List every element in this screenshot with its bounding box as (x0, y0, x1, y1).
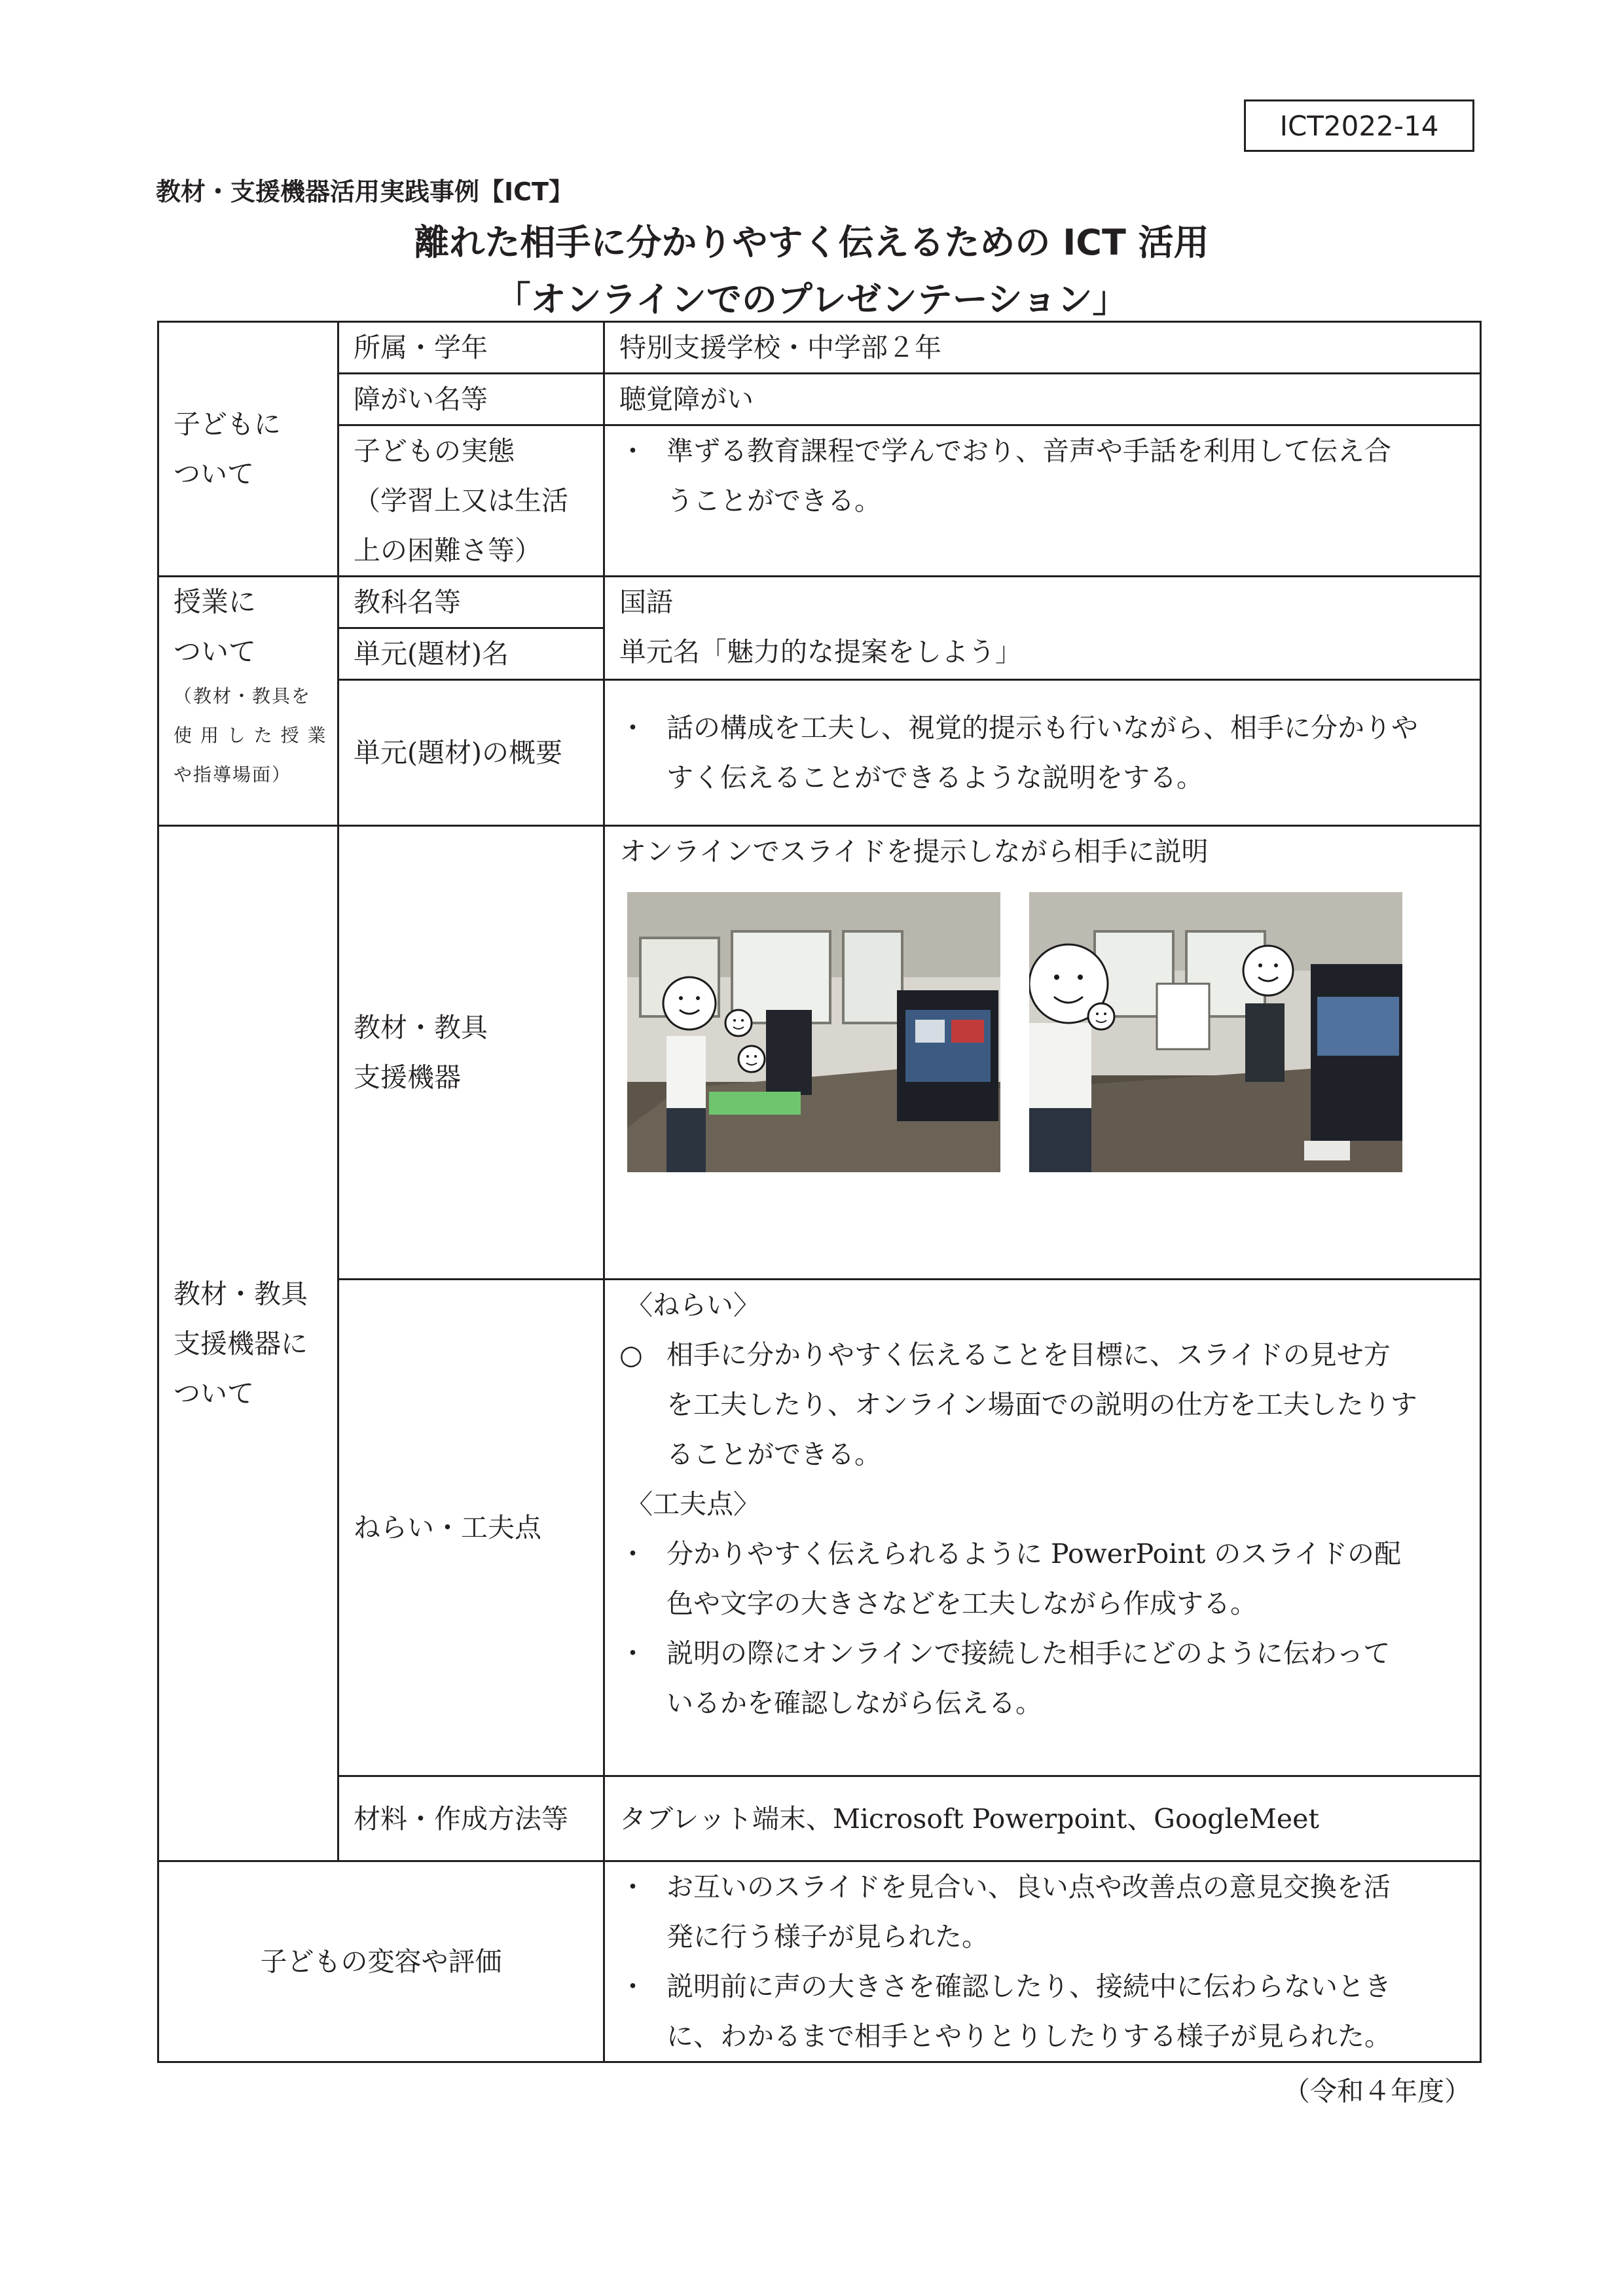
title-line-2: 「オンラインでのプレゼンテーション」 (495, 279, 1128, 320)
classroom-photo-1 (627, 892, 1000, 1172)
affiliation-value: 特別支援学校・中学部２年 (604, 322, 1481, 374)
case-table (157, 321, 1482, 2063)
evaluation-header: 子どもの変容や評価 (158, 1861, 604, 2062)
unit-label: 単元(題材)名 (338, 628, 604, 680)
evaluation-value: ・ お互いのスライドを見合い、良い点や改善点の意見交換を活 発に行う様子が見られた。 ・ 説明前に声の大きさを確認したり、接続中に伝わらないとき に、わかるまで相手とやりとりしたりする様子が見られた。 (604, 1861, 1481, 2062)
document-id: ICT2022-14 (1244, 99, 1474, 152)
subject-label: 教科名等 (338, 577, 604, 628)
child-state-label: 子どもの実態 （学習上又は生活 上の困難さ等） (338, 425, 604, 577)
aims-label: ねらい・工夫点 (338, 1280, 604, 1776)
subject-unit-value: 国語 単元名「魅力的な提案をしよう」 (604, 577, 1481, 680)
overview-value: ・ 話の構成を工夫し、視覚的提示も行いながら、相手に分かりや すく伝えることができるような説明をする。 (604, 680, 1481, 826)
materials-value: タブレット端末、Microsoft Powerpoint、GoogleMeet (604, 1776, 1481, 1861)
title-line-1: 離れた相手に分かりやすく伝えるための ICT 活用 (414, 222, 1209, 263)
materials-section-header: 教材・教具 支援機器に ついて (158, 826, 338, 1861)
class-section-header: 授業に ついて （教材・教具を 使 用 し た 授 業 や指導場面） (158, 577, 338, 826)
classroom-photo-2 (1029, 892, 1402, 1172)
child-state-value: ・ 準ずる教育課程で学んでおり、音声や手話を利用して伝え合 うことができる。 (604, 425, 1481, 577)
disability-label: 障がい名等 (338, 374, 604, 425)
disability-value: 聴覚障がい (604, 374, 1481, 425)
tools-value (604, 826, 1481, 1280)
tools-caption: オンラインでスライドを提示しながら相手に説明 (619, 836, 1209, 867)
overview-label: 単元(題材)の概要 (338, 680, 604, 826)
affiliation-label: 所属・学年 (338, 322, 604, 374)
aims-value: 〈ねらい〉 ○ 相手に分かりやすく伝えることを目標に、スライドの見せ方 を工夫したり、オンライン場面での説明の仕方を工夫したりす ることができる。 〈工夫点〉 ・ 分かりやすく伝えられるように PowerPoint のスライドの配 色や文字の大きさなどを工夫しながら作成する。 ・ 説明の際にオンラインで接続した相手にどのように伝わって いるかを確認しながら伝える。 (604, 1280, 1481, 1776)
fiscal-year-note: （令和４年度） (1283, 2075, 1471, 2107)
child-section-header: 子どもに ついて (158, 322, 338, 577)
materials-label: 材料・作成方法等 (338, 1776, 604, 1861)
category-heading: 教材・支援機器活用実践事例【ICT】 (156, 177, 574, 206)
tools-label: 教材・教具 支援機器 (338, 826, 604, 1280)
